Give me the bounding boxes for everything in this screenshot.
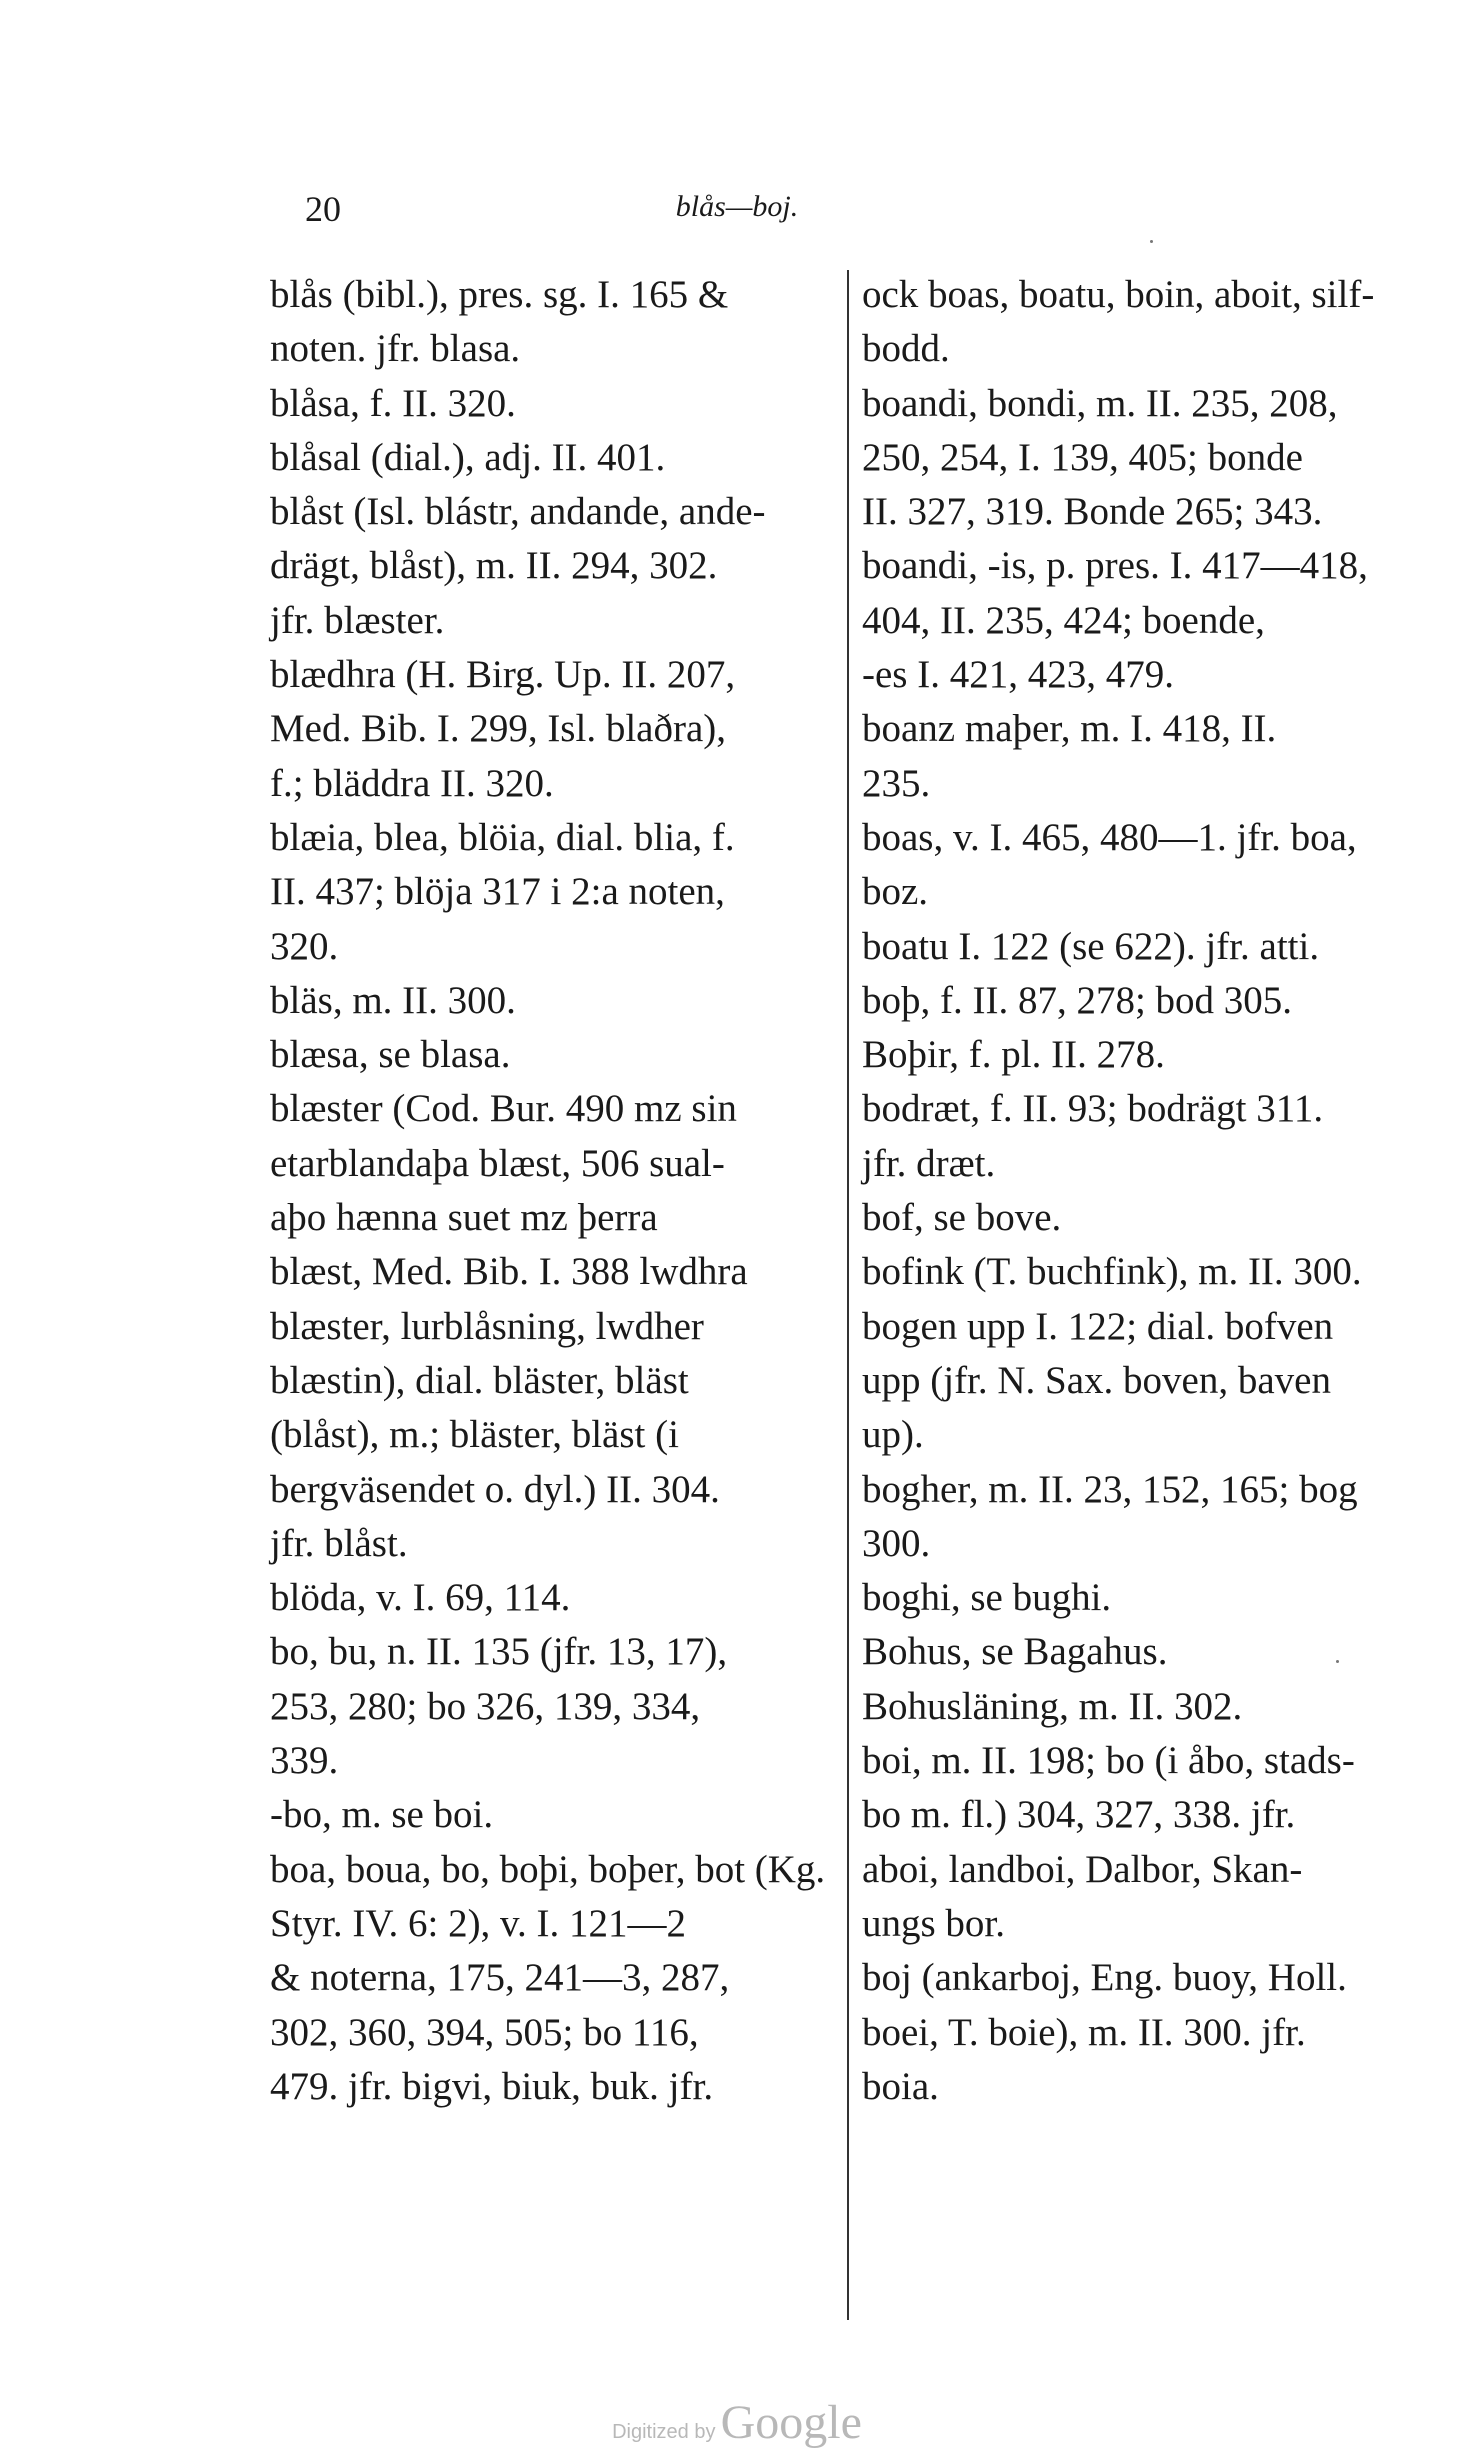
entry-line: blöda, v. I. 69, 114. — [270, 1576, 571, 1620]
dictionary-entry — [270, 1571, 832, 1625]
entry-line: blæst, Med. Bib. I. 388 lwdhra — [270, 1250, 748, 1294]
digitized-footer — [0, 2395, 1474, 2450]
entry-line: 300. — [862, 1521, 931, 1565]
entry-line: f.; bläddra II. 320. — [270, 761, 554, 805]
dictionary-entry — [862, 702, 1415, 811]
entry-line: aboi, landboi, Dalbor, Skan- — [862, 1847, 1303, 1891]
entry-line: boz. — [862, 870, 929, 914]
entry-line: 404, II. 235, 424; boende, — [862, 598, 1265, 642]
entry-line: jfr. blæster. — [270, 598, 445, 642]
dictionary-entry — [270, 1082, 832, 1571]
entry-line: blæsa, se blasa. — [270, 1033, 511, 1077]
entry-line: boas, v. I. 465, 480—1. jfr. boa, — [862, 815, 1357, 859]
entry-line: boandi, -is, p. pres. I. 417—418, — [862, 544, 1368, 588]
dictionary-entry — [862, 1300, 1415, 1463]
entry-line: 250, 254, I. 139, 405; bonde — [862, 435, 1303, 479]
dictionary-entry — [862, 920, 1415, 974]
entry-line: ungs bor. — [862, 1901, 1006, 1945]
dictionary-entry — [862, 1082, 1415, 1191]
entry-line: -bo, m. se boi. — [270, 1793, 494, 1837]
column-divider — [847, 270, 849, 2320]
dictionary-entry — [270, 648, 832, 811]
entry-line: bodd. — [862, 327, 950, 371]
entry-line: 302, 360, 394, 505; bo 116, — [270, 2010, 699, 2054]
entry-line: II. 437; blöja 317 i 2:a noten, — [270, 870, 725, 914]
entry-line: bergväsendet o. dyl.) II. 304. — [270, 1467, 720, 1511]
dictionary-entry — [270, 1625, 832, 1788]
dictionary-entry — [862, 974, 1415, 1028]
entry-line: boei, T. boie), m. II. 300. jfr. — [862, 2010, 1306, 2054]
entry-line: (blåst), m.; bläster, bläst (i — [270, 1413, 679, 1457]
dictionary-entry — [270, 1028, 832, 1082]
digitized-label: Digitized by — [612, 2421, 716, 2443]
entry-line: boi, m. II. 198; bo (i åbo, stads- — [862, 1739, 1355, 1783]
entry-line: 320. — [270, 924, 339, 968]
entry-line: blæstin), dial. bläster, bläst — [270, 1358, 689, 1402]
entry-line: II. 327, 319. Bonde 265; 343. — [862, 490, 1323, 534]
entry-line: drägt, blåst), m. II. 294, 302. — [270, 544, 718, 588]
entry-line: bofink (T. buchfink), m. II. 300. — [862, 1250, 1362, 1294]
entry-line: bogen upp I. 122; dial. bofven — [862, 1304, 1334, 1348]
entry-line: -es I. 421, 423, 479. — [862, 653, 1174, 697]
entry-line: bo, bu, n. II. 135 (jfr. 13, 17), — [270, 1630, 728, 1674]
google-logo: Google — [720, 2396, 862, 2449]
dictionary-entry — [862, 1734, 1415, 1951]
dictionary-entry — [862, 268, 1415, 377]
entry-line: 253, 280; bo 326, 139, 334, — [270, 1684, 701, 1728]
dictionary-entry — [270, 377, 832, 431]
right-column — [862, 268, 1415, 2114]
entry-line: boghi, se bughi. — [862, 1576, 1112, 1620]
entry-line: noten. jfr. blasa. — [270, 327, 521, 371]
entry-line: 339. — [270, 1739, 339, 1783]
entry-line: bogher, m. II. 23, 152, 165; bog — [862, 1467, 1358, 1511]
dictionary-entry — [862, 1191, 1415, 1245]
entry-line: 479. jfr. bigvi, biuk, buk. jfr. — [270, 2064, 714, 2108]
dictionary-entry — [270, 485, 832, 648]
dictionary-entry — [862, 1463, 1415, 1572]
entry-line: upp (jfr. N. Sax. boven, baven — [862, 1358, 1331, 1402]
entry-line: boj (ankarboj, Eng. buoy, Holl. — [862, 1956, 1347, 2000]
dictionary-entry — [862, 1028, 1415, 1082]
dictionary-entry — [862, 1625, 1415, 1679]
entry-line: Med. Bib. I. 299, Isl. blaðra), — [270, 707, 727, 751]
left-column — [270, 268, 832, 2114]
entry-line: Bohus, se Bagahus. — [862, 1630, 1168, 1674]
dictionary-entry — [270, 1788, 832, 1842]
dictionary-entry — [270, 431, 832, 485]
speck — [1336, 1660, 1339, 1663]
entry-line: aþo hænna suet mz þerra — [270, 1196, 658, 1240]
entry-line: blåst (Isl. blástr, andande, ande- — [270, 490, 766, 534]
entry-line: Bohusläning, m. II. 302. — [862, 1684, 1243, 1728]
entry-line: bodræt, f. II. 93; bodrägt 311. — [862, 1087, 1324, 1131]
entry-line: etarblandaþa blæst, 506 sual- — [270, 1141, 725, 1185]
entry-line: boanz maþer, m. I. 418, II. — [862, 707, 1277, 751]
entry-line: ock boas, boatu, boin, aboit, silf- — [862, 273, 1375, 316]
speck — [1150, 240, 1153, 243]
dictionary-entry — [862, 1951, 1415, 2114]
entry-line: blæster (Cod. Bur. 490 mz sin — [270, 1087, 737, 1131]
running-head: blås—boj. — [675, 190, 799, 223]
dictionary-entry — [862, 811, 1415, 920]
dictionary-entry — [862, 1680, 1415, 1734]
dictionary-entry — [270, 811, 832, 974]
dictionary-entry — [862, 1245, 1415, 1299]
entry-line: blåsal (dial.), adj. II. 401. — [270, 435, 666, 479]
entry-line: blås (bibl.), pres. sg. I. 165 & — [270, 273, 729, 316]
entry-line: jfr. dræt. — [862, 1141, 996, 1185]
dictionary-entry — [862, 1571, 1415, 1625]
entry-line: jfr. blåst. — [270, 1521, 408, 1565]
page-number: 20 — [305, 189, 341, 229]
entry-line: boa, boua, bo, boþi, boþer, bot (Kg. — [270, 1847, 826, 1891]
entry-line: 235. — [862, 761, 931, 805]
dictionary-entry — [270, 268, 832, 377]
entry-line: blåsa, f. II. 320. — [270, 381, 516, 425]
entry-line: bo m. fl.) 304, 327, 338. jfr. — [862, 1793, 1296, 1837]
dictionary-entry — [270, 1843, 832, 2114]
entry-line: blæster, lurblåsning, lwdher — [270, 1304, 704, 1348]
dictionary-entry — [862, 377, 1415, 540]
entry-line: Boþir, f. pl. II. 278. — [862, 1033, 1165, 1077]
entry-line: boþ, f. II. 87, 278; bod 305. — [862, 978, 1293, 1022]
entry-line: blæia, blea, blöia, dial. blia, f. — [270, 815, 735, 859]
entry-line: Styr. IV. 6: 2), v. I. 121—2 — [270, 1901, 687, 1945]
entry-line: blædhra (H. Birg. Up. II. 207, — [270, 653, 736, 697]
entry-line: bläs, m. II. 300. — [270, 978, 516, 1022]
entry-line: up). — [862, 1413, 924, 1457]
entry-line: boandi, bondi, m. II. 235, 208, — [862, 381, 1338, 425]
entry-line: boatu I. 122 (se 622). jfr. atti. — [862, 924, 1320, 968]
dictionary-entry — [270, 974, 832, 1028]
entry-line: bof, se bove. — [862, 1196, 1062, 1240]
entry-line: & noterna, 175, 241—3, 287, — [270, 1956, 730, 2000]
entry-line: boia. — [862, 2064, 939, 2108]
dictionary-entry — [862, 539, 1415, 702]
